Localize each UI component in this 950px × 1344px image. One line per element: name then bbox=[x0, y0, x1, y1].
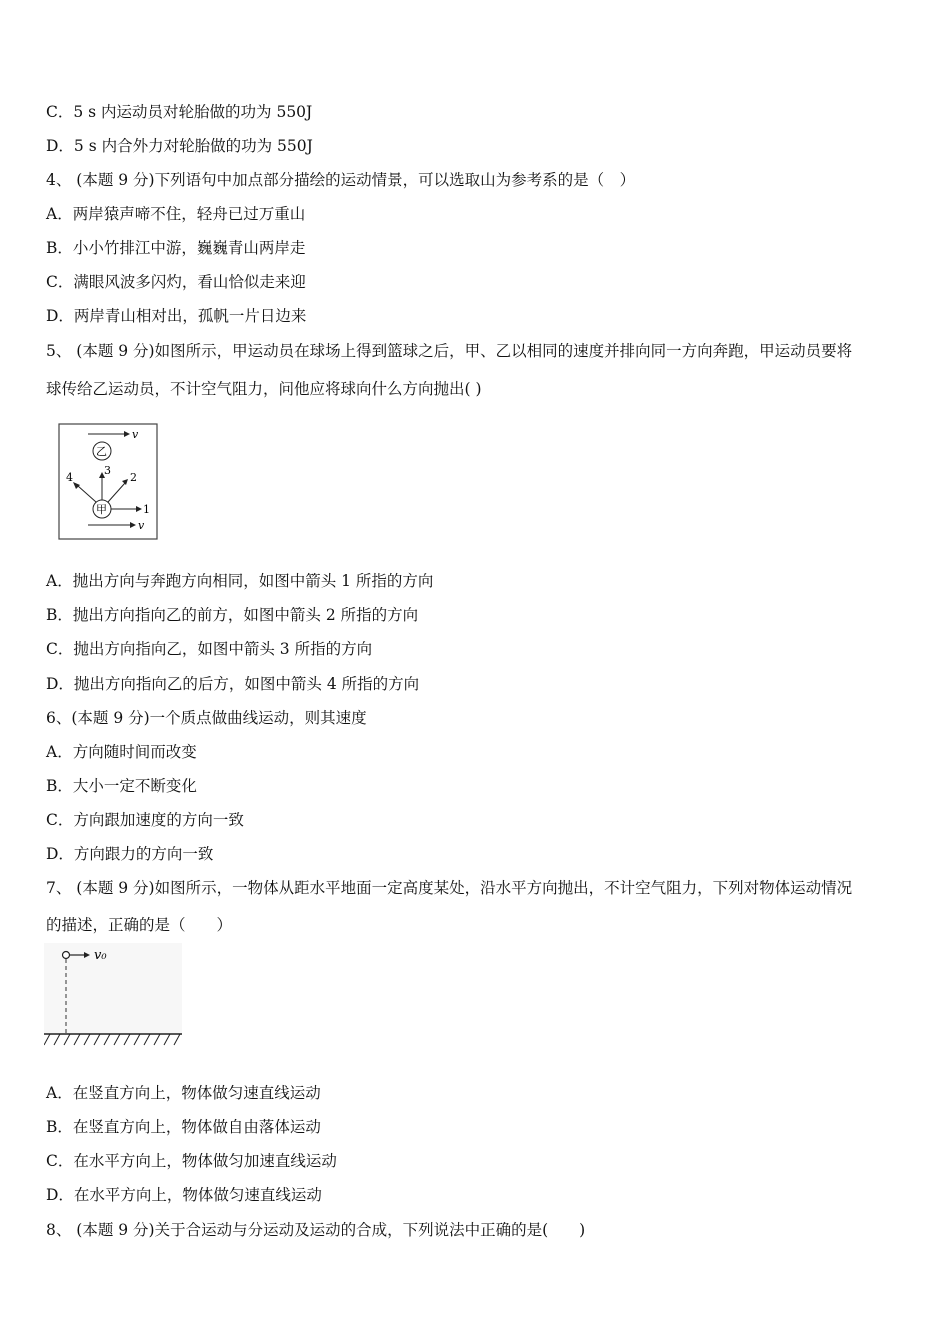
q3-option-c: C．5 s 内运动员对轮胎做的功为 550J bbox=[46, 103, 313, 121]
q5-option-a: A．抛出方向与奔跑方向相同，如图中箭头 1 所指的方向 bbox=[46, 572, 434, 590]
q7-stem-line1: 7、 (本题 9 分)如图所示，一物体从距水平地面一定高度某处，沿水平方向抛出，不计空气阻力，下列对物体运动情况 bbox=[46, 879, 853, 897]
q5-arrow-2-head bbox=[122, 479, 128, 485]
q4-option-d: D．两岸青山相对出，孤帆一片日边来 bbox=[46, 307, 307, 325]
q5-arrow-4-head bbox=[73, 482, 80, 489]
q5-option-c: C．抛出方向指向乙，如图中箭头 3 所指的方向 bbox=[46, 640, 373, 658]
q5-player-jia-label: 甲 bbox=[96, 503, 107, 516]
q7-stem-line2: 的描述，正确的是（ ） bbox=[46, 916, 233, 934]
q6-option-c: C．方向跟加速度的方向一致 bbox=[46, 811, 244, 829]
q6-stem: 6、(本题 9 分)一个质点做曲线运动，则其速度 bbox=[46, 709, 367, 727]
q5-arrow-1-label: 1 bbox=[143, 503, 150, 516]
q7-object bbox=[63, 952, 70, 959]
q6-option-b: B．大小一定不断变化 bbox=[46, 777, 197, 795]
q3-option-d: D．5 s 内合外力对轮胎做的功为 550J bbox=[46, 137, 313, 155]
q5-option-b: B．抛出方向指向乙的前方，如图中箭头 2 所指的方向 bbox=[46, 606, 419, 624]
q5-option-d: D．抛出方向指向乙的后方，如图中箭头 4 所指的方向 bbox=[46, 675, 420, 693]
q5-arrow-4-label: 4 bbox=[66, 471, 73, 484]
q5-top-velocity-label: v bbox=[132, 428, 139, 441]
q7-option-c: C．在水平方向上，物体做匀加速直线运动 bbox=[46, 1152, 337, 1170]
q7-option-b: B．在竖直方向上，物体做自由落体运动 bbox=[46, 1118, 321, 1136]
q5-stem-line2: 球传给乙运动员，不计空气阻力，问他应将球向什么方向抛出( ) bbox=[46, 380, 482, 398]
q6-option-d: D．方向跟力的方向一致 bbox=[46, 845, 214, 863]
q6-option-a: A．方向随时间而改变 bbox=[46, 743, 197, 761]
q5-bottom-velocity-arrowhead bbox=[130, 522, 136, 528]
q4-stem: 4、 (本题 9 分)下列语句中加点部分描绘的运动情景，可以选取山为参考系的是（ ） bbox=[46, 171, 636, 189]
q5-arrow-2 bbox=[108, 483, 125, 502]
q8-stem: 8、 (本题 9 分)关于合运动与分运动及运动的合成，下列说法中正确的是( ) bbox=[46, 1221, 586, 1239]
q7-v0-label: v₀ bbox=[94, 948, 107, 963]
q4-option-a: A．两岸猿声啼不住，轻舟已过万重山 bbox=[46, 205, 306, 223]
q5-arrow-2-label: 2 bbox=[130, 471, 137, 484]
q5-arrow-3-label: 3 bbox=[104, 464, 111, 477]
q5-arrow-1-head bbox=[136, 506, 142, 512]
q7-ground-hatching bbox=[44, 1034, 180, 1045]
q4-option-c: C．满眼风波多闪灼，看山恰似走来迎 bbox=[46, 273, 306, 291]
q4-option-b: B．小小竹排江中游，巍巍青山两岸走 bbox=[46, 239, 306, 257]
q5-player-yi-label: 乙 bbox=[96, 445, 107, 458]
q5-arrow-4 bbox=[78, 486, 96, 502]
q7-option-d: D．在水平方向上，物体做匀速直线运动 bbox=[46, 1186, 322, 1204]
q5-stem-line1: 5、 (本题 9 分)如图所示，甲运动员在球场上得到篮球之后，甲、乙以相同的速度并排向同一方向奔跑，甲运动员要将 bbox=[46, 342, 853, 360]
q7-figure bbox=[44, 943, 184, 1051]
q5-figure bbox=[58, 423, 160, 541]
q5-top-velocity-arrowhead bbox=[124, 431, 130, 437]
q7-option-a: A．在竖直方向上，物体做匀速直线运动 bbox=[46, 1084, 321, 1102]
q5-bottom-velocity-label: v bbox=[138, 519, 145, 532]
